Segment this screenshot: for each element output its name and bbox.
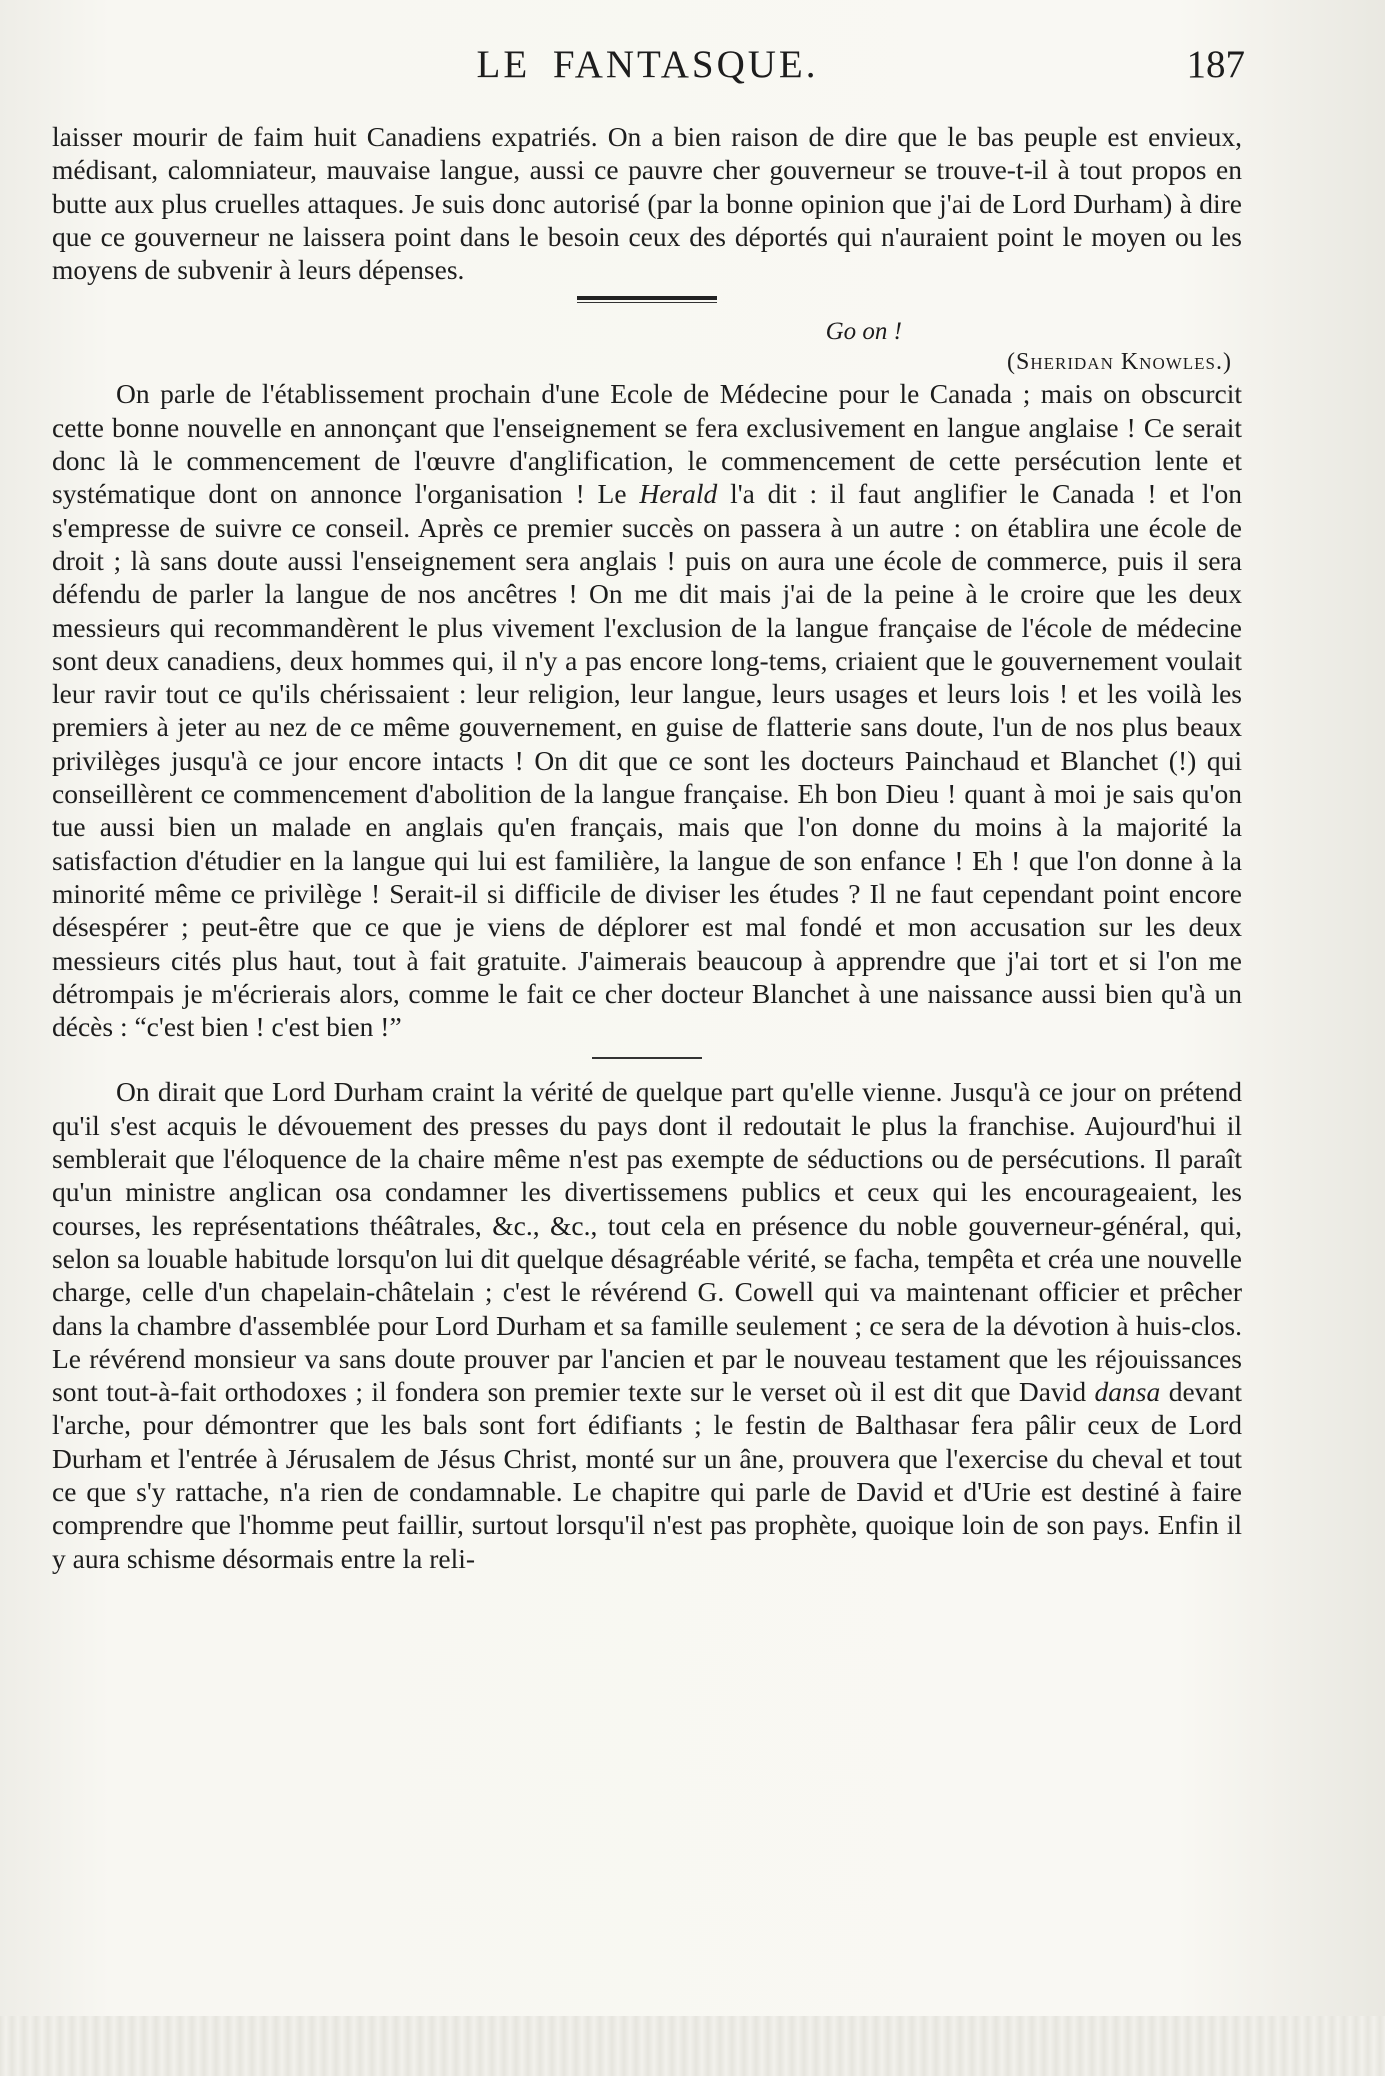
page-bottom-margin [0, 2016, 1385, 2076]
article-body [52, 120, 1242, 1575]
paragraph-3-text-rest: devant l'arche, pour démontrer que les bals sont fort édifiants ; le festin de Balthasar fera pâlir ceux de Lord Durham et l'entrée à Jérusalem de Jésus Christ, monté sur un âne, prouvera que l'exercise du cheval et tout ce que s'y rattache, n'a rien de condamnable. Le chapitre qui parle de David et d'Urie est destiné à faire comprendre que l'homme peut faillir, surtout lorsqu'il n'est pas prophète, quoique loin de son pays. Enfin il y aura schisme désormais entre la reli- [52, 1376, 1243, 1574]
dansa-italic: dansa [1094, 1376, 1161, 1408]
running-title: LE FANTASQUE. [476, 43, 819, 86]
paragraph-2-text: On parle de l'établissement prochain d'une Ecole de Médecine pour le Canada ; mais on obscurcit cette bonne nouvelle en annonçant que l'enseignement se fera exclusivement en langue anglaise ! Ce serait donc là le commencement de l'œuvre d'anglification, le commencement de cette persécution lente et systématique dont on annonce l'organisation ! Le [52, 378, 1242, 510]
page-number: 187 [1186, 43, 1245, 86]
paragraph-2 [52, 377, 1242, 1043]
paragraph-3 [52, 1075, 1242, 1574]
paragraph-3-text: On dirait que Lord Durham craint la vérité de quelque part qu'elle vienne. Jusqu'à ce jour on prétend qu'il s'est acquis le dévouement des presses du pays dont il redoutait le plus la franchise. Aujourd'hui il semblerait que l'éloquence de la chaire même n'est pas exempte de séductions ou de persécutions. Il paraît qu'un ministre anglican osa condamner les divertissemens publics et ceux qui les encourageaient, les courses, les représentations théâtrales, &c., &c., tout cela en présence du noble gouverneur-général, qui, selon sa louable habitude lorsqu'on lui dit quelque désagréable vérité, se facha, tempêta et créa une nouvelle charge, celle d'un chapelain-châtelain ; c'est le révérend G. Cowell qui va maintenant officier et prêcher dans la chambre d'assemblée pour Lord Durham et sa famille seulement ; ce sera de la dévotion à huis-clos. Le révérend monsieur va sans doute prouver par l'ancien et par le nouveau testament que les réjouissances sont tout-à-fait orthodoxes ; il fondera son premier texte sur le verset où il est dit que David [52, 1076, 1242, 1408]
section-divider-double [577, 296, 717, 303]
herald-italic: Herald [639, 478, 718, 510]
paragraph-1: laisser mourir de faim huit Canadiens expatriés. On a bien raison de dire que le bas peuple est envieux, médisant, calomniateur, mauvaise langue, aussi ce pauvre cher gouverneur se trouve-t-il à tout propos en butte aux plus cruelles attaques. Je suis donc autorisé (par la bonne opinion que j'ai de Lord Durham) à dire que ce gouverneur ne laissera point dans le besoin ceux des déportés qui n'auraient point le moyen ou les moyens de subvenir à leurs dépenses. [52, 121, 1242, 286]
section-divider-single [592, 1057, 702, 1059]
epigraph-attribution: (Sheridan Knowles.) [1007, 349, 1232, 376]
page-header [50, 42, 1245, 102]
paragraph-2-text-rest: l'a dit : il faut anglifier le Canada ! et l'on s'empresse de suivre ce conseil. Après ce premier succès on passera à un autre : on établira une école de droit ; là sans doute aussi l'enseignement sera anglais ! puis on aura une école de commerce, puis il sera défendu de parler la langue de nos ancêtres ! On me dit mais j'ai de la peine à le croire que les deux messieurs qui recommandèrent le plus vivement l'exclusion de la langue française de l'école de médecine sont deux canadiens, deux hommes qui, il n'y a pas encore long-tems, criaient que le gouvernement voulait leur ravir tout ce qu'ils chérissaient : leur religion, leur langue, leurs usages et leurs lois ! et les voilà les premiers à jeter au nez de ce même gouvernement, en guise de flatterie sans doute, l'un de nos plus beaux privilèges jusqu'à ce jour encore intacts ! On dit que ce sont les docteurs Painchaud et Blanchet (!) qui conseillèrent ce commencement d'abolition de la langue française. Eh bon Dieu ! quant à moi je sais qu'on tue aussi bien un malade en anglais qu'en français, mais que l'on donne du moins à la majorité la satisfaction d'étudier en la langue qui lui est familière, la langue de son enfance ! Eh ! que l'on donne à la minorité même ce privilège ! Serait-il si difficile de diviser les études ? Il ne faut cependant point encore désespérer ; peut-être que ce que je viens de déplorer est mal fondé et mon accusation sur les deux messieurs cités plus haut, tout à fait gratuite. J'aimerais beaucoup à apprendre que j'ai tort et si l'on me détrompais je m'écrierais alors, comme le fait ce cher docteur Blanchet à une naissance aussi bien qu'à un décès : “c'est bien ! c'est bien !” [52, 478, 1243, 1043]
epigraph-quote: Go on ! [825, 318, 902, 346]
